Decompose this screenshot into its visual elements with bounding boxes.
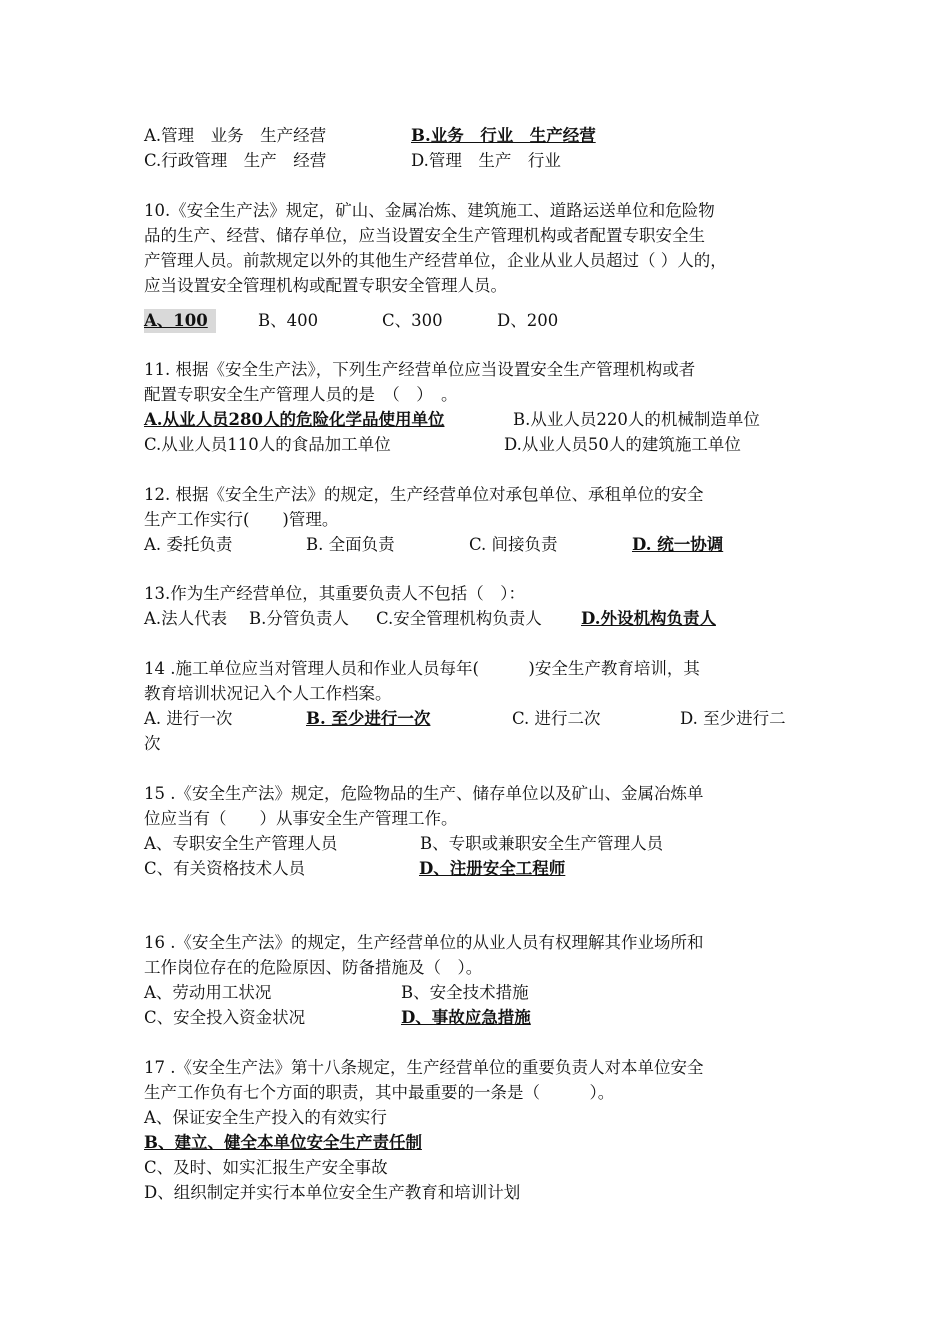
q10-stem-line-3: 产管理人员。前款规定以外的其他生产经营单位，企业从业人员超过（ ）人的， xyxy=(144,251,727,270)
q10-stem-line-4: 应当设置安全管理机构或配置专职安全管理人员。 xyxy=(144,276,507,295)
q14-stem-line-1: 14 .施工单位应当对管理人员和作业人员每年( )安全生产教育培训，其 xyxy=(144,659,700,678)
q13-option-a: A.法人代表 xyxy=(144,609,228,628)
q16-stem-line-1: 16 .《安全生产法》的规定，生产经营单位的从业人员有权理解其作业场所和 xyxy=(144,933,704,952)
q16-option-d-answer: D、事故应急措施 xyxy=(401,1008,531,1027)
q16-option-c: C、安全投入资金状况 xyxy=(144,1008,306,1027)
q17-stem-line-2: 生产工作负有七个方面的职责，其中最重要的一条是（ ）。 xyxy=(144,1083,615,1102)
q11-stem-line-1: 11. 根据《安全生产法》，下列生产经营单位应当设置安全生产管理机构或者 xyxy=(144,360,696,379)
q15-option-d-answer: D、注册安全工程师 xyxy=(419,859,566,878)
q9-option-d: D.管理 生产 行业 xyxy=(411,151,561,170)
q17-stem-line-1: 17 .《安全生产法》第十八条规定，生产经营单位的重要负责人对本单位安全 xyxy=(144,1058,704,1077)
q12-option-d-answer: D. 统一协调 xyxy=(632,535,724,554)
q12-stem-line-2: 生产工作实行( )管理。 xyxy=(144,510,339,529)
q15-stem-line-1: 15 .《安全生产法》规定，危险物品的生产、储存单位以及矿山、金属冶炼单 xyxy=(144,784,704,803)
q14-option-a: A. 进行一次 xyxy=(144,709,233,728)
q13-stem-line-1: 13.作为生产经营单位，其重要负责人不包括（ ）： xyxy=(144,584,525,603)
q11-option-b: B.从业人员220人的机械制造单位 xyxy=(513,410,760,429)
q17-option-c: C、及时、如实汇报生产安全事故 xyxy=(144,1158,388,1177)
q9-option-a: A.管理 业务 生产经营 xyxy=(144,126,327,145)
q14-stem-line-2: 教育培训状况记入个人工作档案。 xyxy=(144,684,392,703)
q14-option-d-continued: 次 xyxy=(144,734,161,753)
q10-option-a-answer: A、100 xyxy=(144,309,216,333)
q12-option-b: B. 全面负责 xyxy=(306,535,395,554)
q12-option-c: C. 间接负责 xyxy=(469,535,558,554)
q11-option-a-answer: A.从业人员280人的危险化学品使用单位 xyxy=(144,410,445,429)
q10-stem-line-2: 品的生产、经营、储存单位，应当设置安全生产管理机构或者配置专职安全生 xyxy=(144,226,705,245)
q14-option-b-answer: B. 至少进行一次 xyxy=(306,709,431,728)
q17-option-b-answer: B、建立、健全本单位安全生产责任制 xyxy=(144,1133,422,1152)
q10-option-c: C、300 xyxy=(382,311,443,330)
q13-option-c: C.安全管理机构负责人 xyxy=(376,609,542,628)
q14-option-d: D. 至少进行二 xyxy=(680,709,786,728)
q11-stem-line-2: 配置专职安全生产管理人员的是 （ ） 。 xyxy=(144,385,458,404)
q13-option-d-answer: D.外设机构负责人 xyxy=(581,609,716,628)
q12-stem-line-1: 12. 根据《安全生产法》的规定，生产经营单位对承包单位、承租单位的安全 xyxy=(144,485,704,504)
q17-option-d: D、组织制定并实行本单位安全生产教育和培训计划 xyxy=(144,1183,521,1202)
q12-option-a: A. 委托负责 xyxy=(144,535,233,554)
q10-option-d: D、200 xyxy=(497,311,559,330)
q9-option-c: C.行政管理 生产 经营 xyxy=(144,151,327,170)
q15-option-a: A、专职安全生产管理人员 xyxy=(144,834,338,853)
q15-option-c: C、有关资格技术人员 xyxy=(144,859,306,878)
q17-option-a: A、保证安全生产投入的有效实行 xyxy=(144,1108,387,1127)
q11-option-d: D.从业人员50人的建筑施工单位 xyxy=(504,435,741,454)
q9-option-b-answer: B.业务 行业 生产经营 xyxy=(411,126,596,145)
q16-stem-line-2: 工作岗位存在的危险原因、防备措施及（ ）。 xyxy=(144,958,483,977)
q11-option-c: C.从业人员110人的食品加工单位 xyxy=(144,435,391,454)
q13-option-b: B.分管负责人 xyxy=(249,609,349,628)
q14-option-c: C. 进行二次 xyxy=(512,709,601,728)
q16-option-a: A、劳动用工状况 xyxy=(144,983,272,1002)
q10-option-b: B、400 xyxy=(258,311,319,330)
q10-stem-line-1: 10.《安全生产法》规定，矿山、金属冶炼、建筑施工、道路运送单位和危险物 xyxy=(144,201,715,220)
q15-option-b: B、专职或兼职安全生产管理人员 xyxy=(420,834,664,853)
q15-stem-line-2: 位应当有（ ）从事安全生产管理工作。 xyxy=(144,809,458,828)
q16-option-b: B、安全技术措施 xyxy=(401,983,529,1002)
